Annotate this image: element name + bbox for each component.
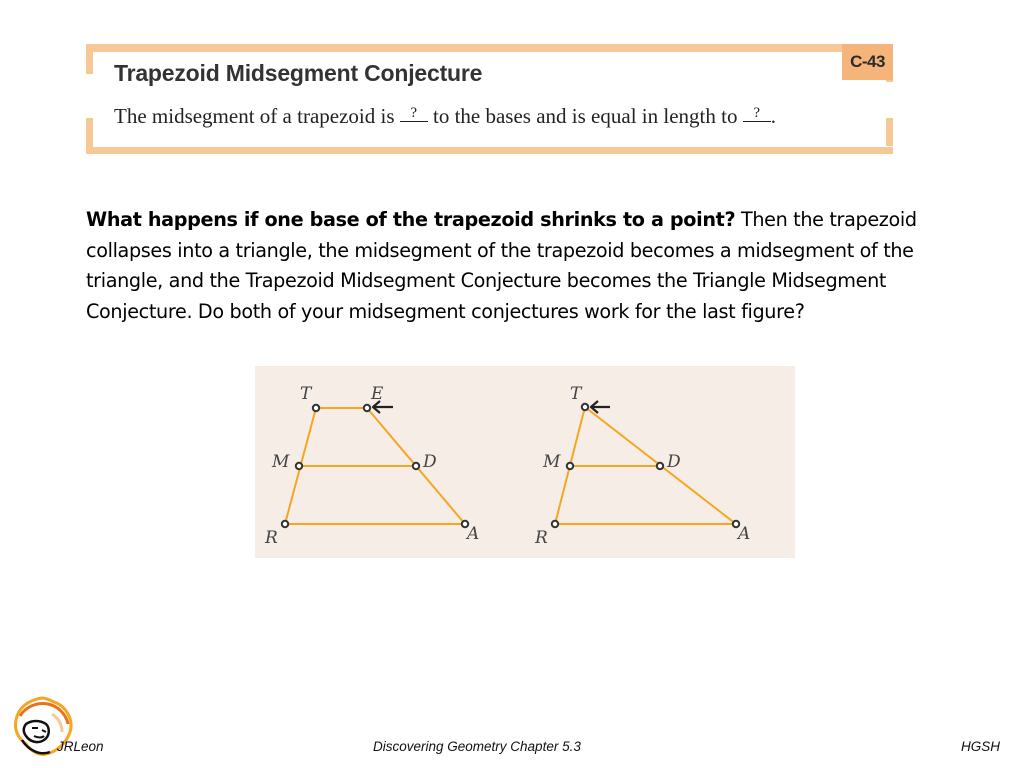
question-paragraph xyxy=(86,205,956,327)
point-R xyxy=(282,521,288,527)
point-D xyxy=(413,463,419,469)
point-T xyxy=(313,405,319,411)
label-D: D xyxy=(423,452,437,472)
label-D: D xyxy=(667,452,681,472)
trapezoid-diagram xyxy=(285,408,465,524)
point-R xyxy=(552,521,558,527)
point-D xyxy=(657,463,663,469)
footer-author: JRLeon xyxy=(57,739,104,754)
label-R: R xyxy=(265,528,278,548)
frame-segment xyxy=(886,118,893,146)
point-T xyxy=(582,404,588,410)
label-E: E xyxy=(371,384,384,404)
footer-school: HGSH xyxy=(961,739,1001,754)
statement-part: The midsegment of a trapezoid is xyxy=(114,104,400,128)
arrow-left-icon xyxy=(591,401,610,413)
label-T: T xyxy=(570,384,582,404)
conjecture-title: Trapezoid Midsegment Conjecture xyxy=(114,60,483,86)
label-M: M xyxy=(272,452,290,472)
conjecture-tag: C-43 xyxy=(842,44,893,80)
label-R: R xyxy=(535,528,548,548)
body-text: Then the trapezoid collapses into a triangle, the midsegment of the trapezoid becomes a midsegment of the triangle, and the Trapezoid Midsegment Conjecture becomes the Triangle Midsegment Conjecture. Do both of your midsegment conjectures work for the last figure? xyxy=(86,208,917,323)
point-M xyxy=(296,463,302,469)
triangle-diagram xyxy=(555,407,736,524)
label-A: A xyxy=(738,524,751,544)
conjecture-box xyxy=(86,44,893,154)
statement-part: to the bases and is equal in length to xyxy=(427,104,743,128)
point-M xyxy=(567,463,573,469)
blank-1: ? xyxy=(400,105,428,122)
point-E xyxy=(364,405,370,411)
label-M: M xyxy=(543,452,561,472)
label-A: A xyxy=(467,524,480,544)
question-text: What happens if one base of the trapezoid shrinks to a point? xyxy=(86,208,736,231)
blank-2: ? xyxy=(743,105,771,122)
figure-svg xyxy=(255,366,795,558)
midsegment-figure xyxy=(255,366,795,558)
label-T: T xyxy=(300,384,312,404)
footer-title: Discovering Geometry Chapter 5.3 xyxy=(373,739,581,754)
conjecture-statement xyxy=(114,104,776,129)
statement-part: . xyxy=(770,104,776,128)
